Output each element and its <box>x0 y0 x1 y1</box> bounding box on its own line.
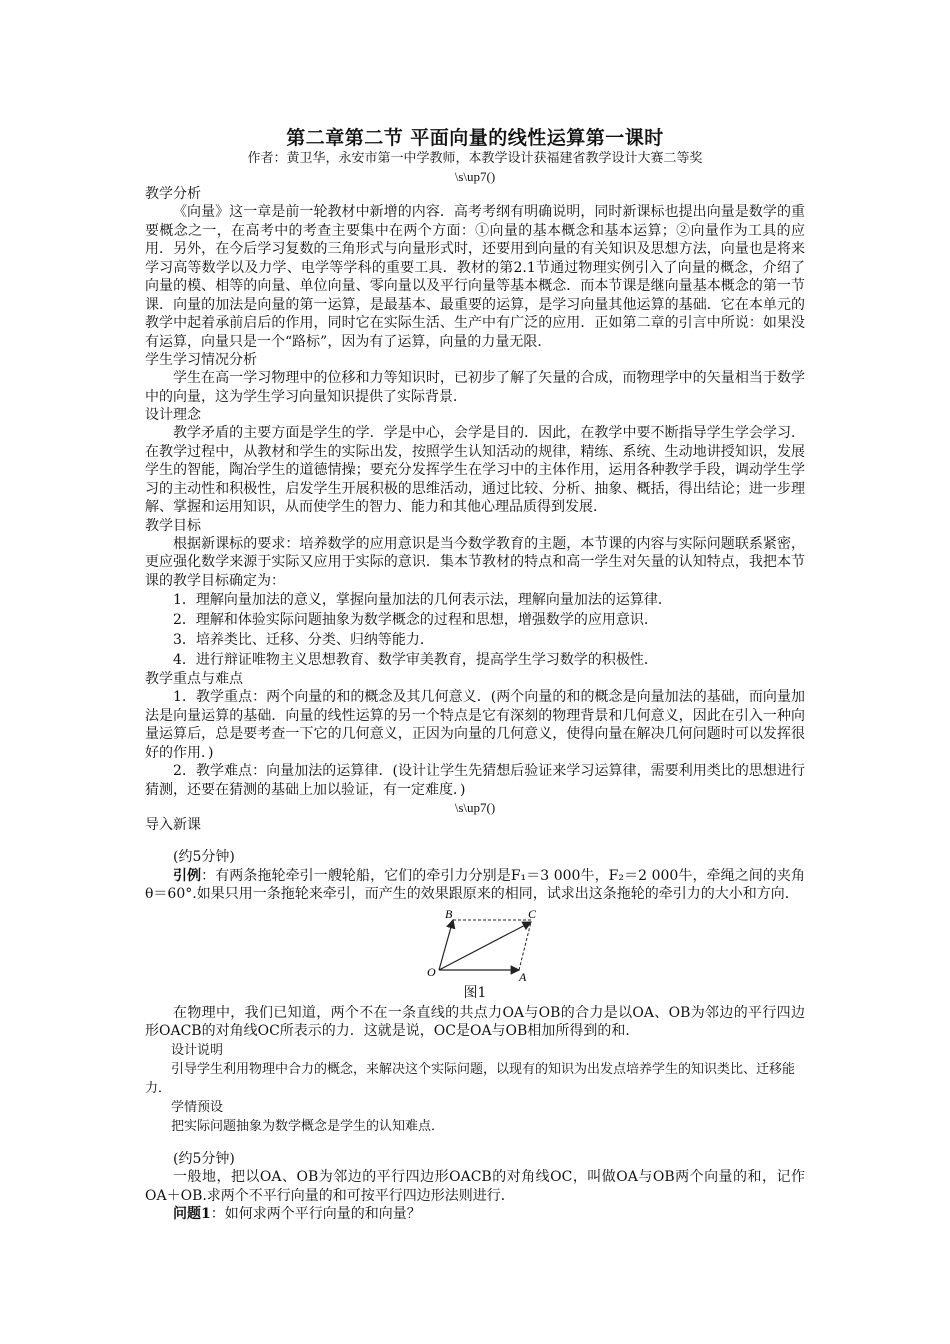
question-paragraph <box>145 1205 805 1224</box>
difficulty-paragraph: 2．教学难点：向量加法的运算律．(设计让学生先猜想后验证来学习运算律，需要利用类比的思想进行猜测，还要在猜测的基础上加以验证，有一定难度．) <box>145 763 805 798</box>
field-code-mark: \s\up7() <box>454 800 496 815</box>
example-text: ：有两条拖轮牵引一艘轮船，它们的牵引力分别是F₁＝3 000牛，F₂＝2 000牛，牵绳之间的夹角θ＝60°.如果只用一条拖轮来牵引，而产生的效果跟原来的相同，试求出这条拖轮的牵引力的大小和方向． <box>145 867 806 902</box>
label-c: C <box>528 907 537 921</box>
parallelogram-figure <box>145 908 805 984</box>
time-note: (约5分钟) <box>173 1150 235 1167</box>
students-paragraph: 学生在高一学习物理中的位移和力等知识时，已初步了解了矢量的合成，而物理学中的矢量相当于数学中的向量，这为学生学习向量知识提供了实际背景． <box>145 370 805 405</box>
goals-paragraph: 根据新课标的要求：培养数学的应用意识是当今数学教育的主题，本节课的内容与实际问题联系紧密，更应强化数学来源于实际又应用于实际的意识．集本节教材的特点和高一学生对矢量的认知特点，我把本节课的教学目标确定为： <box>145 535 805 589</box>
preset-heading: 学情预设 <box>171 1099 224 1115</box>
goal-item: 4．进行辩证唯物主义思想教育、数学审美教育，提高学生学习数学的积极性． <box>173 652 658 668</box>
document-page <box>145 118 805 1224</box>
label-b: B <box>445 907 453 921</box>
label-o: O <box>427 964 436 979</box>
section-heading-intro: 导入新课 <box>145 817 201 833</box>
page-title: 第二章第二节 平面向量的线性运算第一课时 <box>286 127 664 149</box>
section-heading-analysis: 教学分析 <box>145 186 201 202</box>
section-heading-students: 学生学习情况分析 <box>145 352 257 368</box>
parallelogram-diagram <box>427 908 537 982</box>
example-paragraph <box>145 867 805 904</box>
question-text: ：如何求两个平行向量的和向量？ <box>210 1206 421 1222</box>
field-code-mark: \s\up7() <box>454 169 496 184</box>
time-note: (约5分钟) <box>173 849 235 865</box>
label-a: A <box>519 969 527 982</box>
preset-text: 把实际问题抽象为数学概念是学生的认知难点． <box>171 1118 445 1134</box>
question-label: 问题1 <box>173 1206 211 1222</box>
example-label: 引例 <box>173 867 202 884</box>
section-heading-goals: 教学目标 <box>145 517 201 534</box>
section-heading-key: 教学重点与难点 <box>145 671 243 687</box>
figure-caption: 图1 <box>463 984 487 1001</box>
design-note-text: 引导学生利用物理中合力的概念，来解决这个实际问题，以现有的知识为出发点培养学生的知识类比、迁移能力． <box>145 1061 796 1096</box>
physics-paragraph: 在物理中，我们已知道，两个不在一条直线的共点力OA与OB的合力是以OA、OB为邻边的平行四边形OACB的对角线OC所表示的力．这就是说，OC是OA与OB相加所得到的和． <box>145 1004 805 1039</box>
concept-paragraph: 教学矛盾的主要方面是学生的学．学是中心，会学是目的．因此，在教学中要不断指导学生学会学习．在教学过程中，从教材和学生的实际出发，按照学生认知活动的规律，精练、系统、生动地讲授知识，发展学生的智能，陶冶学生的道德情操；要充分发挥学生在学习中的主体作用，运用各种教学手段，调动学生学习的主动性和积极性，启发学生开展积极的思维活动，通过比较、分析、抽象、概括，得出结论；进一步理解、掌握和运用知识，从而使学生的智力、能力和其他心理品质得到发展． <box>145 425 805 515</box>
key-point-paragraph: 1．教学重点：两个向量的和的概念及其几何意义．(两个向量的和的概念是向量加法的基础，而向量加法是向量运算的基础．向量的线性运算的另一个特点是它有深刻的物理背景和几何意义，因此在引入一种向量运算后，总是要考查一下它的几何意义，正因为向量的几何意义，使得向量在解决几何问题时可以发挥很好的作用．) <box>145 689 805 761</box>
vector-oc <box>439 922 531 970</box>
goal-item: 2．理解和体验实际问题抽象为数学概念的过程和思想，增强数学的应用意识． <box>173 612 658 628</box>
design-note-heading: 设计说明 <box>171 1042 224 1058</box>
section-heading-concept: 设计理念 <box>145 407 201 423</box>
analysis-paragraph: 《向量》这一章是前一轮教材中新增的内容．高考考纲有明确说明，同时新课标也提出向量是数学的重要概念之一，在高考中的考查主要集中在两个方面：①向量的基本概念和基本运算；②向量作为工具的应用．另外，在今后学习复数的三角形式与向量形式时，还要用到向量的有关知识及思想方法，向量也是将来学习高等数学以及力学、电学等学科的重要工具．教材的第2.1节通过物理实例引入了向量的概念，介绍了向量的模、相等的向量、单位向量、零向量以及平行向量等基本概念．而本节课是继向量基本概念的第一节课．向量的加法是向量的第一运算，是最基本、最重要的运算，是学习向量其他运算的基础．它在本单元的教学中起着承前启后的作用，同时它在实际生活、生产中有广泛的应用．正如第二章的引言中所说：如果没有运算，向量只是一个“路标”，因为有了运算，向量的力量无限． <box>145 204 805 350</box>
vector-ob <box>439 920 453 970</box>
goal-item: 3．培养类比、迁移、分类、归纳等能力． <box>173 632 434 648</box>
goal-item: 1．理解向量加法的意义，掌握向量加法的几何表示法，理解向量加法的运算律． <box>173 592 672 608</box>
edge-ac <box>519 922 531 970</box>
general-paragraph: 一般地，把以OA、OB为邻边的平行四边形OACB的对角线OC，叫做OA与OB两个向量的和，记作OA＋OB.求两个不平行向量的和可按平行四边形法则进行． <box>145 1169 805 1204</box>
author-line: 作者：黄卫华，永安市第一中学教师，本教学设计获福建省教学设计大赛二等奖 <box>247 151 703 166</box>
